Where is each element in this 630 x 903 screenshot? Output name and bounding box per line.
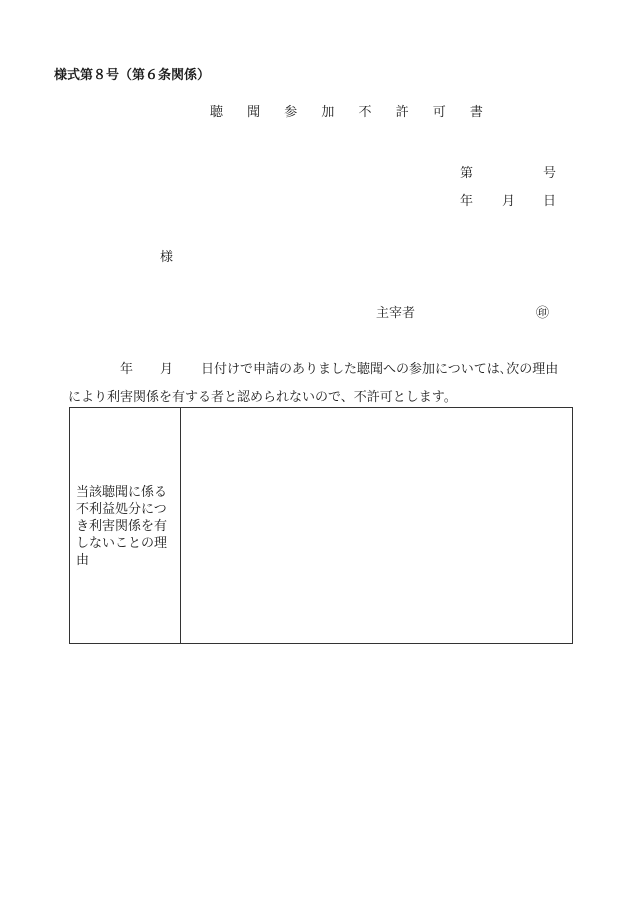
document-number-suffix: 号: [542, 166, 556, 181]
document-number-prefix: 第: [460, 166, 474, 181]
reason-content-cell: [181, 408, 572, 643]
reason-table: [69, 407, 573, 644]
form-number-label: 様式第８号（第６条関係）: [54, 68, 211, 83]
seal-mark: ㊞: [536, 306, 550, 321]
issue-date-year: 年: [460, 194, 474, 209]
reason-label: 当該聴聞に係る不利益処分につき利害関係を有しないことの理由: [76, 485, 168, 568]
body-date-year: 年: [120, 362, 134, 377]
body-date-month: 月: [160, 362, 174, 377]
issue-date-day: 日: [542, 194, 556, 209]
body-date-rest: 日付けで申請のありました聴聞への参加については､次の理由: [201, 362, 559, 377]
addressee-honorific: 様: [160, 250, 174, 265]
body-text-line-2: により利害関係を有する者と認められないので、不許可とします。: [68, 390, 457, 405]
document-title: 聴 聞 参 加 不 許 可 書: [210, 105, 493, 120]
issue-date-month: 月: [502, 194, 516, 209]
organizer-label: 主宰者: [376, 306, 416, 321]
